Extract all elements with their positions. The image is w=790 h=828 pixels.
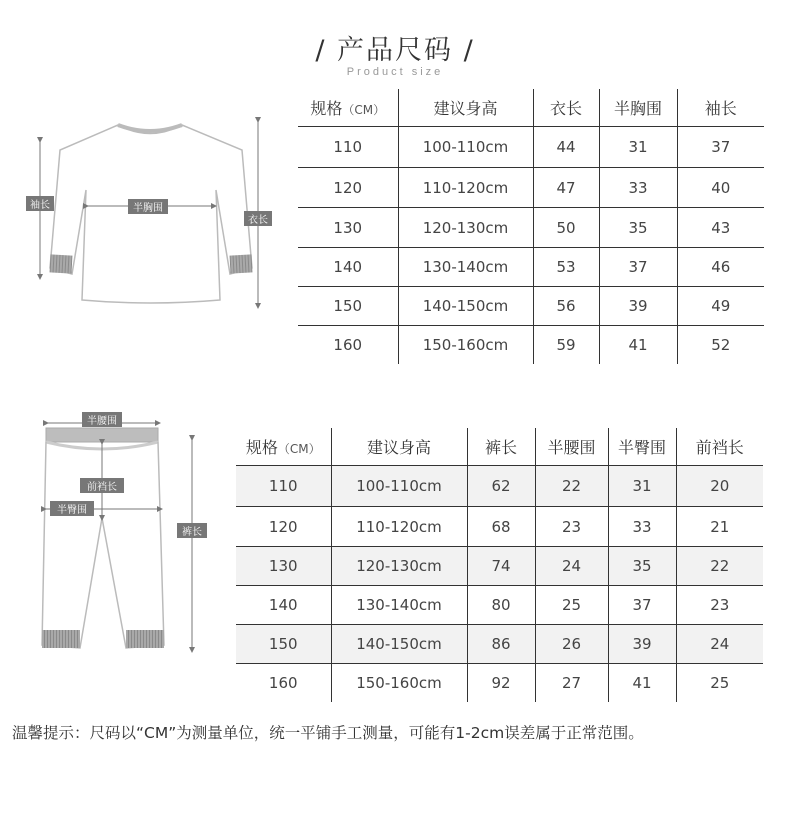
col-header-chest: 半胸围 [599,89,677,127]
pants-size-table [236,428,763,702]
col-header-sleeve: 袖长 [677,89,764,127]
cell-length: 47 [533,168,599,208]
cell-length: 50 [533,208,599,248]
cell-waist: 23 [535,507,608,547]
table-header-row [298,89,764,127]
cell-chest: 35 [599,208,677,248]
page-title: / 产品尺码 / [315,35,475,66]
cell-pants-length: 62 [467,466,535,507]
cell-front-rise: 21 [676,507,763,547]
cell-pants-length: 80 [467,586,535,625]
cell-front-rise: 20 [676,466,763,507]
cell-hip: 33 [608,507,676,547]
cell-size: 160 [268,673,298,692]
waistband [46,428,158,442]
col-header-waist: 半腰围 [535,428,608,466]
waist-width-label: 半腰围 [87,416,117,427]
measurement-note: 温馨提示：尺码以“CM”为测量单位，统一平铺手工测量，可能有1-2cm误差属于正常范围。 [12,724,644,742]
page-subtitle: Product size [346,66,444,78]
cell-size: 130 [236,547,331,586]
left-cuff [50,254,73,273]
cell-hip: 41 [608,664,676,702]
table-row [298,248,764,287]
cell-hip: 35 [608,547,676,586]
cell-height: 130-140cm [331,586,467,625]
table-row [236,507,763,547]
col-header-front-rise: 前裆长 [676,428,763,466]
cell-length: 59 [533,326,599,364]
table-row [236,586,763,625]
cell-height: 100-110cm [331,466,467,507]
pants-outline [42,442,164,648]
table-row [236,625,763,664]
cell-size: 110 [236,466,331,507]
cell-front-rise: 22 [676,547,763,586]
cell-height: 140-150cm [398,287,533,326]
table-row [298,168,764,208]
cell-height: 150-160cm [398,326,533,364]
col-header-size: 规格（CM） [298,89,398,127]
cell-chest: 31 [599,127,677,168]
table-row [298,127,764,168]
cell-hip: 37 [608,586,676,625]
table-row [236,664,763,702]
cell-height: 150-160cm [331,664,467,702]
cell-length: 53 [533,248,599,287]
cell-waist: 25 [535,586,608,625]
cell-sleeve: 49 [677,287,764,326]
cell-size: 160 [333,335,363,354]
cell-size: 130 [298,208,398,248]
right-pant-cuff [126,630,164,648]
cell-size: 150 [236,625,331,664]
col-header-pants-length: 裤长 [467,428,535,466]
cell-height: 120-130cm [331,547,467,586]
chest-width-label: 半胸围 [133,203,163,214]
col-header-length: 衣长 [533,89,599,127]
cell-size: 110 [298,127,398,168]
col-header-height: 建议身高 [398,89,533,127]
cell-size: 120 [298,168,398,208]
cell-height: 100-110cm [398,127,533,168]
cell-size: 140 [298,248,398,287]
cell-height: 110-120cm [398,168,533,208]
cell-pants-length: 68 [467,507,535,547]
cell-height: 110-120cm [331,507,467,547]
cell-length: 44 [533,127,599,168]
cell-hip: 31 [608,466,676,507]
table-row [298,287,764,326]
pants-length-label: 裤长 [182,527,202,538]
cell-pants-length: 86 [467,625,535,664]
front-rise-label: 前裆长 [87,482,117,493]
top-garment-diagram [20,110,292,316]
cell-waist: 27 [535,664,608,702]
table-row [236,466,763,507]
col-header-hip: 半臀围 [608,428,676,466]
cell-length: 56 [533,287,599,326]
cell-waist: 24 [535,547,608,586]
cell-height: 130-140cm [398,248,533,287]
top-size-table [298,89,764,364]
cell-size: 120 [236,507,331,547]
table-row [298,208,764,248]
cell-pants-length: 92 [467,664,535,702]
table-header-row [236,428,763,466]
cell-chest: 41 [599,326,677,364]
cell-height: 140-150cm [331,625,467,664]
cell-size: 140 [236,586,331,625]
cell-sleeve: 46 [677,248,764,287]
cell-front-rise: 23 [676,586,763,625]
cell-hip: 39 [608,625,676,664]
col-header-height: 建议身高 [331,428,467,466]
cell-front-rise: 24 [676,625,763,664]
cell-size: 150 [298,287,398,326]
cell-sleeve: 52 [677,326,764,364]
cell-sleeve: 43 [677,208,764,248]
table-row [236,547,763,586]
pants-diagram [32,410,222,660]
right-cuff [230,254,253,273]
cell-chest: 37 [599,248,677,287]
sleeve-length-label: 袖长 [30,200,50,211]
cell-sleeve: 37 [677,127,764,168]
cell-waist: 22 [535,466,608,507]
col-header-size: 规格（CM） [236,428,331,466]
cell-chest: 33 [599,168,677,208]
cell-height: 120-130cm [398,208,533,248]
left-pant-cuff [42,630,80,648]
cell-pants-length: 74 [467,547,535,586]
cell-waist: 26 [535,625,608,664]
hip-width-label: 半臀围 [57,505,87,516]
body-length-label: 衣长 [248,215,268,226]
cell-chest: 39 [599,287,677,326]
cell-sleeve: 40 [677,168,764,208]
cell-front-rise: 25 [676,664,763,702]
table-row [298,326,764,364]
